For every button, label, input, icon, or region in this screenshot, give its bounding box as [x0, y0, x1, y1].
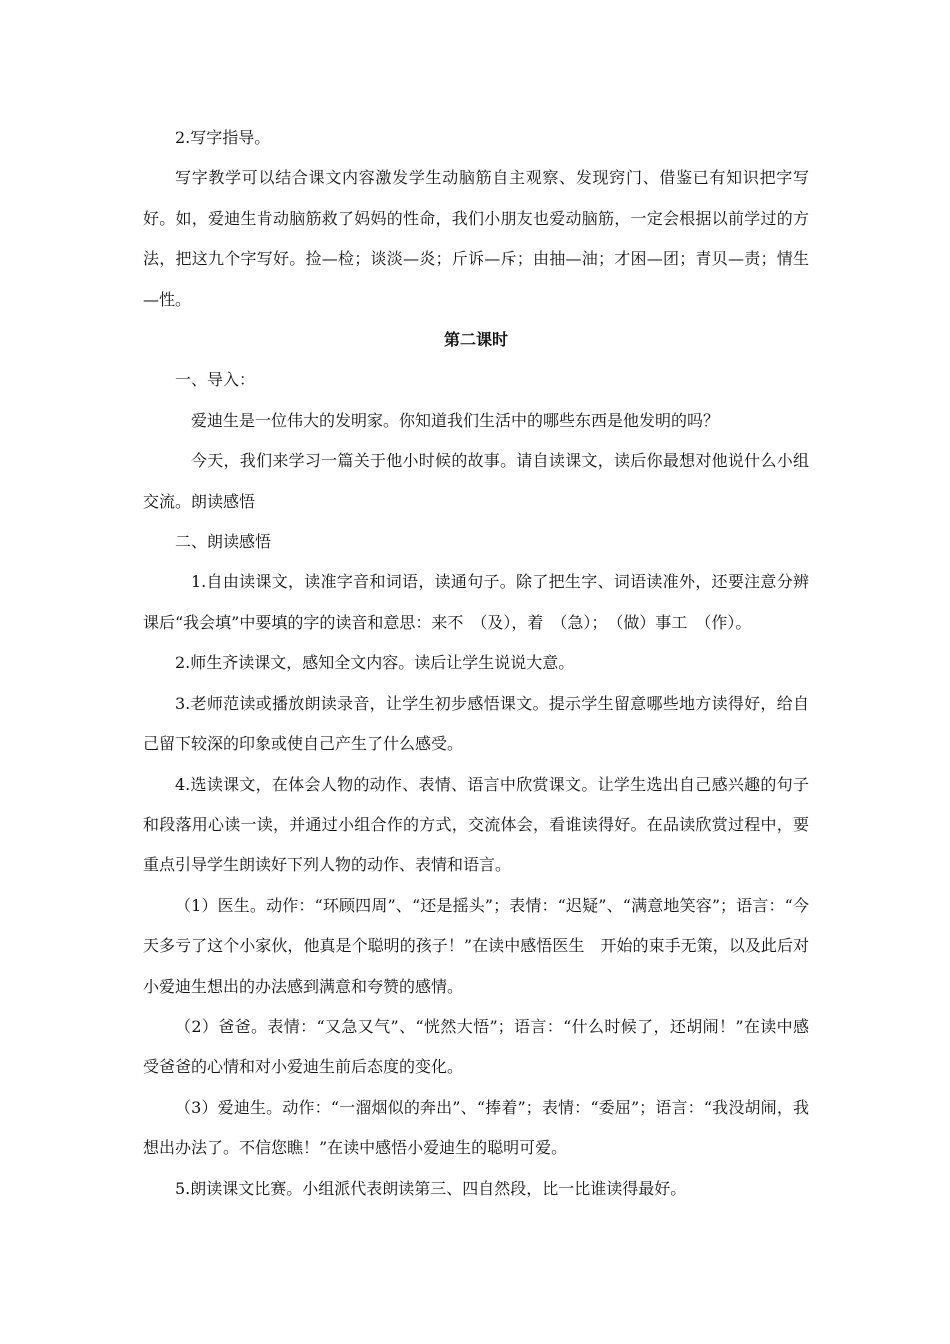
- paragraph-doctor: （1）医生。动作：“环顾四周”、“还是摇头”；表情：“迟疑”、“满意地笑容”；语言：“今天多亏了这个小家伙，他真是个聪明的孩子！”在读中感悟医生 开始的束手无策，以及此后对小爱迪生想出的办法感到满意和夸赞的感情。: [143, 895, 809, 996]
- section-heading: 第二课时: [443, 330, 508, 350]
- paragraph-step-3: 3.老师范读或播放朗读录音，让学生初步感悟课文。提示学生留意哪些地方读得好，给自己留下较深的印象或使自己产生了什么感受。: [143, 693, 809, 754]
- paragraph-intro-story: 今天，我们来学习一篇关于他小时候的故事。请自读课文，读后你最想对他说什么小组交流。朗读感悟: [143, 451, 809, 511]
- paragraph-writing-guidance: 写字教学可以结合课文内容激发学生动脑筋自主观察、发现窍门、借鉴已有知识把字写好。如，爱迪生肯动脑筋救了妈妈的性命，我们小朋友也爱动脑筋，一定会根据以前学过的方法，把这九个字写好。捡—检；谈淡—炎；斤诉—斥；由抽—油；才困—团；青贝—责；情生—性。: [143, 168, 809, 309]
- paragraph-step-2: 2.师生齐读课文，感知全文内容。读后让学生说说大意。: [175, 653, 575, 673]
- paragraph-step-1: 1.自由读课文，读准字音和词语，读通句子。除了把生字、词语读准外，还要注意分辨课后“我会填”中要填的字的读音和意思：来不 （及），着 （急）； （做）事工 （作）。: [143, 572, 809, 632]
- paragraph-intro-title: 一、导入：: [175, 370, 256, 390]
- paragraph-edison: （3）爱迪生。动作：“一溜烟似的奔出”、“捧着”；表情：“委屈”；语言：“我没胡闹，我想出办法了。不信您瞧！”在读中感悟小爱迪生的聪明可爱。: [143, 1097, 809, 1158]
- paragraph-father: （2）爸爸。表情：“又急又气”、“恍然大悟”；语言：“什么时候了，还胡闹！”在读中感受爸爸的心情和对小爱迪生前后态度的变化。: [143, 1016, 809, 1077]
- paragraph-intro-question: 爱迪生是一位伟大的发明家。你知道我们生活中的哪些东西是他发明的吗？: [191, 410, 720, 430]
- paragraph-step-4: 4.选读课文，在体会人物的动作、表情、语言中欣赏课文。让学生选出自己感兴趣的句子和段落用心读一读，并通过小组合作的方式，交流体会，看谁读得好。在品读欣赏过程中，要重点引导学生朗读好下列人物的动作、表情和语言。: [143, 774, 809, 875]
- paragraph-writing-guidance-title: 2.写字指导。: [175, 128, 271, 147]
- paragraph-step-5: 5.朗读课文比赛。小组派代表朗读第三、四自然段，比一比谁读得最好。: [175, 1178, 687, 1198]
- document-body: [143, 118, 809, 1209]
- paragraph-reading-title: 二、朗读感悟: [175, 532, 272, 552]
